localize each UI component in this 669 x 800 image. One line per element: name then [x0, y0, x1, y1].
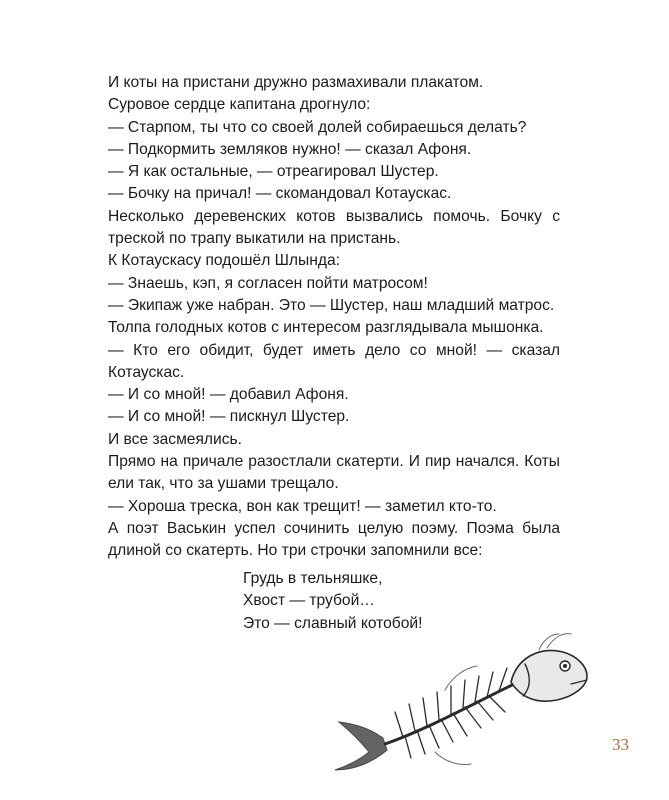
poem-line: Грудь в тельняшке, — [243, 570, 383, 587]
paragraph: Несколько деревенских котов вызвались помочь. Бочку с треской по трапу выкатили на пристань. — [108, 207, 560, 248]
paragraph: — И со мной! — добавил Афоня. — [108, 386, 349, 404]
paragraph: Суровое сердце капитана дрогнуло: — [108, 96, 371, 114]
fish-skeleton-icon — [325, 620, 595, 780]
paragraph: — Я как остальные, — отреагировал Шустер. — [108, 163, 439, 181]
page-number: 33 — [612, 735, 629, 754]
poem-line: Это — славный котобой! — [243, 614, 423, 632]
paragraph: Прямо на причале разостлали скатерти. И пир начался. Коты ели так, что за ушами трещало. — [108, 453, 560, 493]
paragraph: — Старпом, ты что со своей долей собираешься делать? — [108, 118, 527, 136]
paragraph: И коты на пристани дружно размахивали плакатом. — [108, 74, 484, 91]
body-text — [108, 72, 560, 563]
paragraph: — Кто его обидит, будет иметь дело со мной! — сказал Котаускас. — [108, 341, 560, 381]
paragraph: — Подкормить земляков нужно! — сказал Афоня. — [108, 140, 472, 158]
paragraph: — Экипаж уже набран. Это — Шустер, наш младший матрос. — [108, 296, 555, 314]
paragraph: — Бочку на причал! — скомандовал Котаускас. — [108, 185, 452, 203]
paragraph: К Котаускасу подошёл Шлында: — [108, 252, 340, 270]
poem-line: Хвост — трубой… — [243, 592, 375, 610]
paragraph: И все засмеялись. — [108, 430, 242, 448]
paragraph: Толпа голодных котов с интересом разглядывала мышонка. — [108, 319, 544, 337]
paragraph: А поэт Васькин успел сочинить целую поэму. Поэма была длиной со скатерть. Но три строчки запомнили все: — [108, 519, 560, 560]
paragraph: — Хороша треска, вон как трещит! — заметил кто-то. — [108, 497, 497, 515]
paragraph: — И со мной! — пискнул Шустер. — [108, 408, 350, 426]
paragraph: — Знаешь, кэп, я согласен пойти матросом! — [108, 274, 428, 292]
